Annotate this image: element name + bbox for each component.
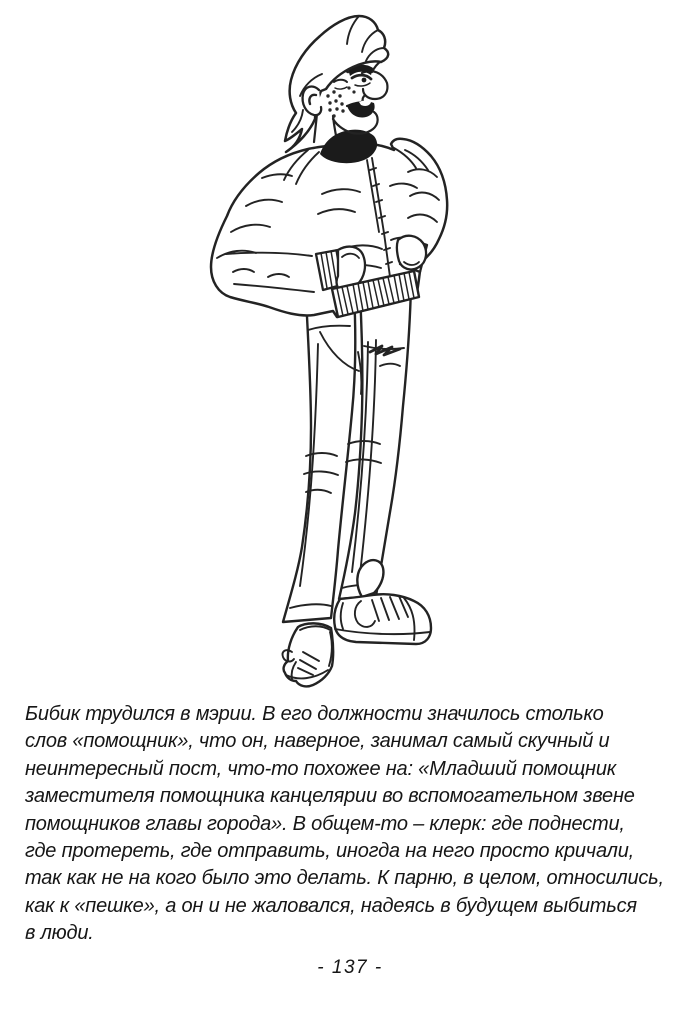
eye-right bbox=[352, 75, 371, 86]
paragraph-line: так как не на кого было это делать. К парню, в целом, относились, bbox=[25, 867, 664, 890]
story-paragraph bbox=[25, 701, 685, 948]
paragraph-line: Бибик трудился в мэрии. В его должности значилось столько bbox=[25, 703, 604, 725]
paragraph-line: слов «помощник», что он, наверное, занимал самый скучный и bbox=[25, 730, 610, 753]
paragraph-line: в люди. bbox=[25, 922, 94, 945]
paragraph-line: помощников главы города». В общем-то – клерк: где поднести, bbox=[25, 812, 625, 835]
page-number: - 137 - bbox=[317, 957, 383, 978]
paragraph-line: как к «пешке», а он и не жаловался, надеясь в будущем выбиться bbox=[25, 894, 637, 917]
paragraph-line: заместителя помощника канцелярии во вспомогательном звене bbox=[25, 785, 635, 808]
hair bbox=[285, 16, 388, 152]
paragraph-line: неинтересный пост, что-то похожее на: «Младший помощник bbox=[25, 757, 616, 780]
pocket-right bbox=[397, 236, 427, 272]
paragraph-line: где протереть, где отправить, иногда на него просто кричали, bbox=[25, 840, 635, 863]
